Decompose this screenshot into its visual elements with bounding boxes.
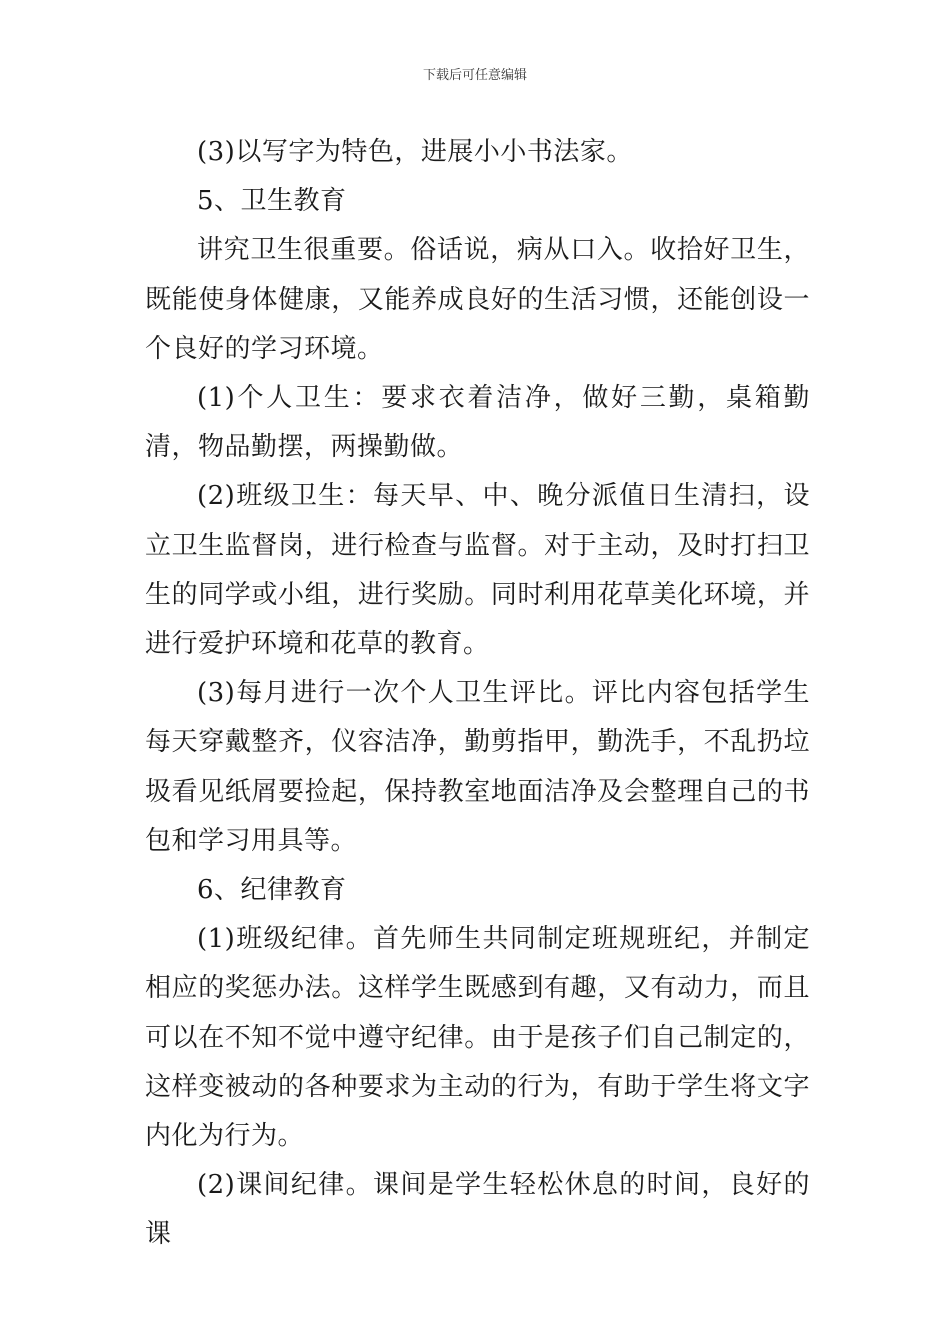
paragraph-7: (2)课间纪律。课间是学生轻松休息的时间，良好的课 <box>145 1170 810 1250</box>
paragraph-4: (2)班级卫生：每天早、中、晚分派值日生清扫，设立卫生监督岗，进行检查与监督。对于主动，及时打扫卫生的同学或小组，进行奖励。同时利用花草美化环境，并进行爱护环境和花草的教育。 <box>145 481 810 660</box>
header-note: 下载后可任意编辑 <box>422 68 527 83</box>
document-body <box>145 128 810 1260</box>
paragraph-2: 讲究卫生很重要。俗话说，病从口入。收拾好卫生，既能使身体健康，又能养成良好的生活习惯，还能创设一个良好的学习环境。 <box>145 235 810 364</box>
section-heading-hygiene: 5、卫生教育 <box>197 186 347 217</box>
paragraph-5: (3)每月进行一次个人卫生评比。评比内容包括学生每天穿戴整齐，仪容洁净，勤剪指甲，勤洗手，不乱扔垃圾看见纸屑要捡起，保持教室地面洁净及会整理自己的书包和学习用具等。 <box>145 678 810 856</box>
paragraph-3: (1)个人卫生：要求衣着洁净，做好三勤，桌箱勤清，物品勤摆，两操勤做。 <box>145 383 810 463</box>
paragraph-6: (1)班级纪律。首先师生共同制定班规班纪，并制定相应的奖惩办法。这样学生既感到有趣，又有动力，而且可以在不知不觉中遵守纪律。由于是孩子们自己制定的，这样变被动的各种要求为主动的行为，有助于学生将文字内化为行为。 <box>145 924 810 1152</box>
paragraph-1: (3)以写字为特色，进展小小书法家。 <box>197 137 633 167</box>
section-heading-discipline: 6、纪律教育 <box>197 875 347 906</box>
